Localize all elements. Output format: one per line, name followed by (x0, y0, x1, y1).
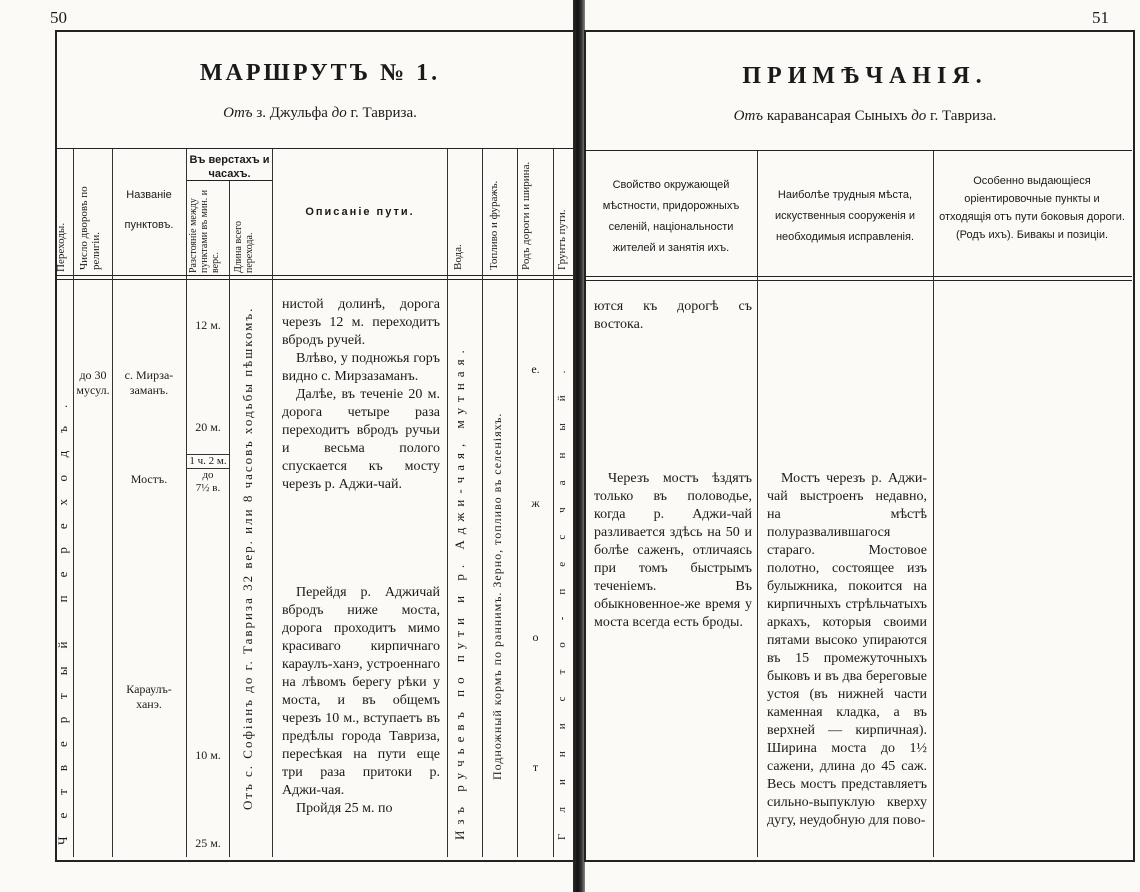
col-sep (272, 149, 273, 857)
fuel-info: Подножный кормъ по раннимъ. Зерно, топливо въ селеніяхъ. (490, 412, 504, 780)
header-households: Число дворовъ по религіи. (78, 186, 102, 270)
point-bridge: Мостъ. (130, 472, 168, 486)
notes-subtitle: Отъ каравансарая Сыныхъ до г. Тавриза. (733, 108, 997, 124)
soil-info: Глинисто-песчаный. (556, 348, 568, 840)
header-bottom-rule (56, 275, 573, 280)
distance-12: 12 м. (195, 318, 221, 332)
col-sep (482, 149, 483, 857)
notes-terrain-text-2: Черезъ мостъ ѣздятъ только въ половодье, когда р. Аджи-чай разливается здѣсь на 50 и болѣе саженъ, отличаясь при томъ быстрымъ теченіемъ. Въ обыкновенное-же время у моста всегда есть броды. (594, 471, 752, 630)
distance-10: 10 м. (195, 748, 221, 762)
point-karaul-khane: Караулъ- ханэ. (126, 682, 172, 711)
notes-header-bottom-rule (585, 276, 1132, 281)
left-page-number: 50 (50, 8, 67, 27)
col-sep (757, 151, 758, 857)
distance-25: 25 м. (195, 836, 221, 850)
total-length: Отъ с. Софіанъ до г. Тавриза 32 вер. или 8 часовъ ходьбы пѣшкомъ. (240, 306, 255, 810)
route-subtitle: Отъ з. Джульфа до г. Тавриза. (223, 105, 417, 121)
distance-20: 20 м. (195, 420, 221, 434)
right-page-number: 51 (1092, 8, 1109, 27)
notes-title: ПРИМѢЧАНІЯ. (742, 63, 988, 89)
col-sep (933, 151, 934, 857)
notes-bridge-text: Мостъ черезъ р. Аджи-чай выстроенъ недавно, на мѣстѣ полуразвалившагося стараго. Мостовое полотно, состоящее изъ булыжника, покоится на кирпичныхъ стрѣльчатыхъ аркахъ, которыя своими пятами высоко упираются въ 15 промежуточныхъ быковъ и въ два береговые устоя (въ нижней части каменная кладка, а въ верхней — кирпичная). Ширина моста до 1½ сажени, длина до 45 саж. Весь мостъ представляетъ сильно-выпуклую кверху дугу, неудобную для пово- (767, 471, 927, 828)
notes-header-landmarks: Особенно выдающіеся оріентировочные пункты и отходящія отъ пути боковыя дороги. (Родъ ихъ). Бивакы и позиціи. (939, 175, 1125, 241)
col-sep (447, 149, 448, 857)
notes-terrain-text-1: ются къ дорогѣ съ востока. (594, 299, 752, 332)
header-versts-group: Въ верстахъ и часахъ. (189, 154, 270, 180)
header-point-name: Названіе пунктовъ. (124, 189, 174, 231)
road-letter: е. (531, 362, 540, 376)
distance-hour: 1 ч. 2 м. до 7½ в. (187, 454, 229, 495)
header-crossings: Переходы. (55, 222, 67, 272)
water-info: Изъ ручьевъ по пути и р. Аджи-чая, мутная. (452, 344, 467, 840)
notes-header-top-rule (585, 150, 1132, 151)
road-letter: т (532, 760, 539, 774)
header-top-rule (56, 148, 573, 149)
crossing-label: Четвертый переходъ. (55, 386, 70, 845)
col-sep (229, 181, 230, 857)
header-length: Длина всего перехода. (233, 221, 255, 273)
road-letter: ж (531, 496, 540, 510)
header-distance: Разстояніе между пунктами въ мин. и верс. (188, 189, 221, 273)
notes-header-terrain: Свойство окружающей мѣстности, придорожныхъ селеній, національности жителей и занятія ихъ. (602, 179, 740, 254)
route-title: МАРШРУТЪ № 1. (199, 60, 441, 86)
header-water: Вода. (452, 244, 464, 270)
route-description: нистой долинѣ, дорога черезъ 12 м. переходитъ вбродъ ручей. Влѣво, у подножья горъ видно с. Мирзазаманъ. Далѣе, въ теченіе 20 м. дорога четыре раза переходитъ вбродъ ручьи и весьма полого спускается къ мосту черезъ р. Аджи-чай. Перейдя р. Аджичай вбродъ ниже моста, дорога проходитъ мимо красиваго кирпичнаго караулъ-ханэ, устроеннаго на лѣвомъ берегу рѣки у моста, и въ общемъ черезъ 10 м., вступаетъ въ предѣлы города Тавриза, пересѣкая на пути еще три раза притоки р. Аджи-чая. Пройдя 25 м. по (282, 297, 440, 816)
notes-header-difficult: Наиболѣе трудныя мѣста, искуственныя сооруженія и необходимыя исправленія. (774, 189, 916, 243)
header-description: Описаніе пути. (305, 206, 415, 218)
header-fuel: Топливо и фуражъ. (488, 180, 500, 270)
header-road-type: Родъ дороги и ширина. (520, 161, 532, 270)
header-soil: Грунтъ пути. (556, 209, 568, 270)
road-letter: о (532, 630, 539, 644)
households-value: до 30 мусул. (76, 368, 110, 397)
col-sep (553, 149, 554, 857)
col-sep (112, 149, 113, 857)
point-mirzazaman: с. Мирза- заманъ. (124, 368, 174, 397)
col-sep (73, 149, 74, 857)
